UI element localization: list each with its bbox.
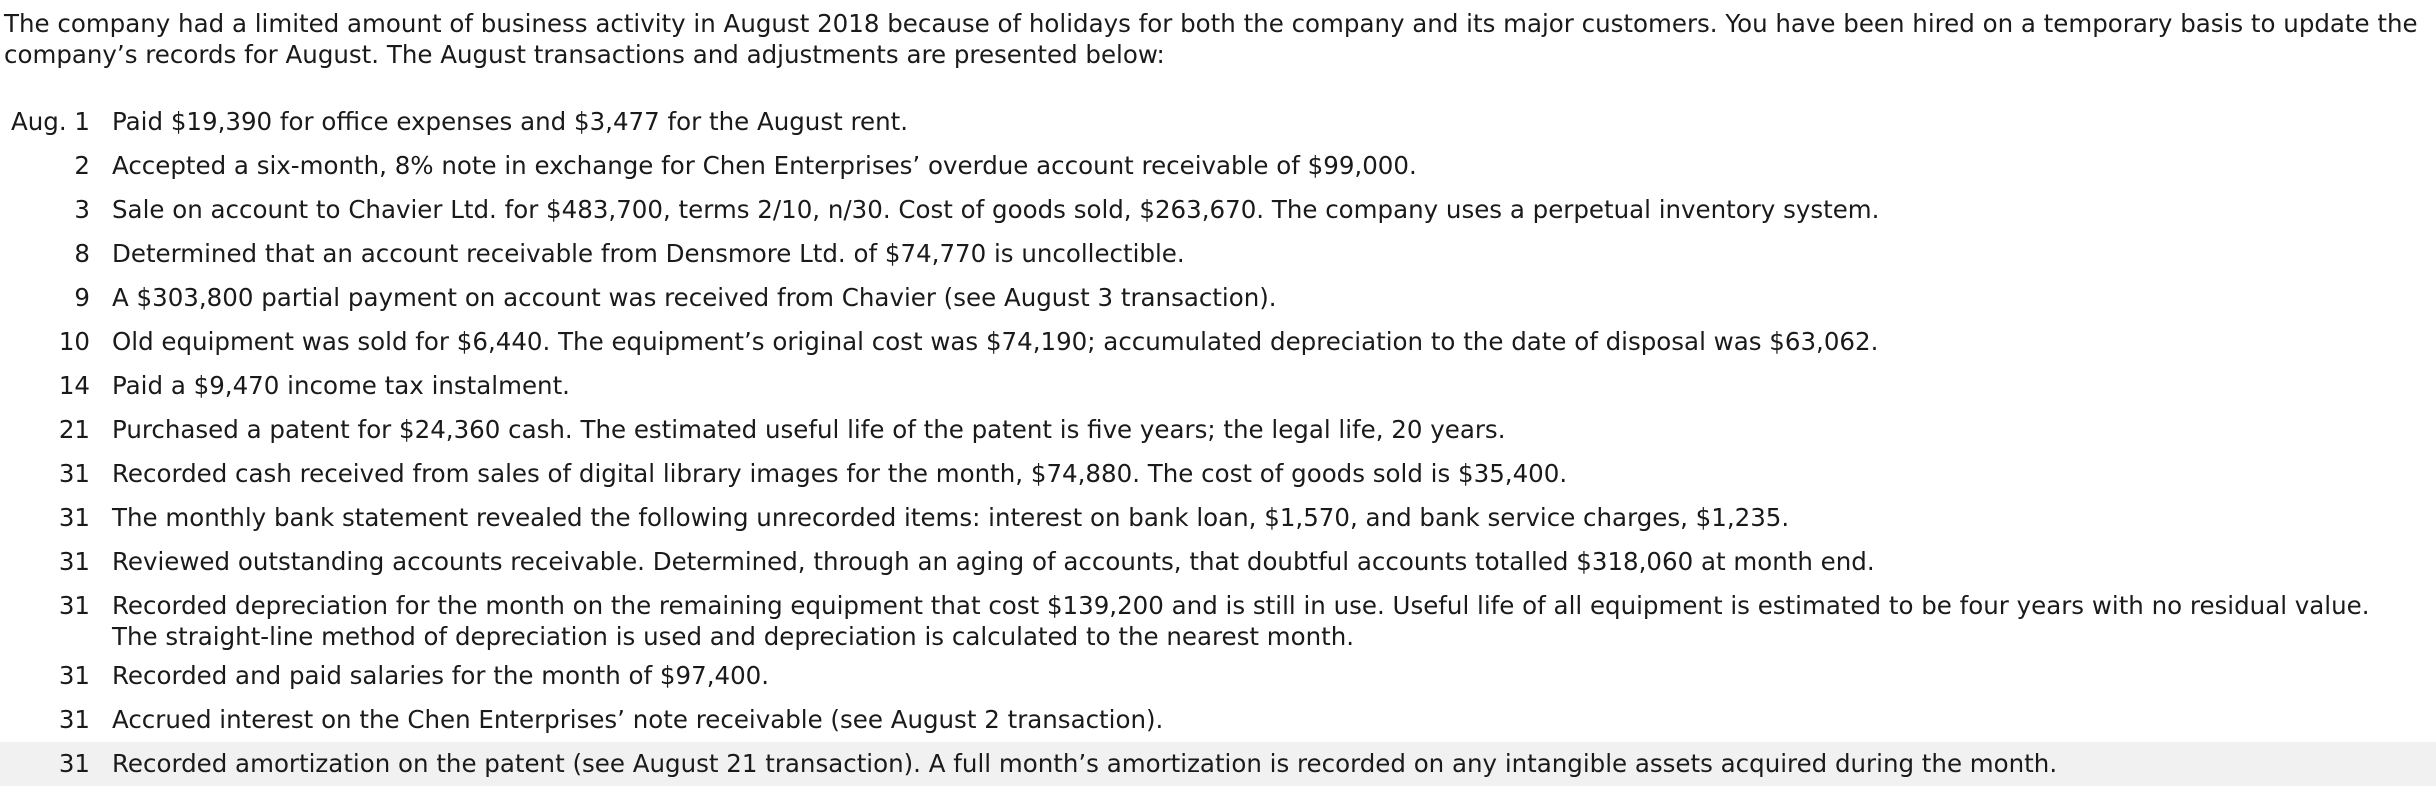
table-row — [0, 698, 2436, 742]
transaction-description: Recorded cash received from sales of digital library images for the month, $74,880. The cost of goods sold is $35,400. — [112, 459, 1568, 488]
transaction-description: Recorded amortization on the patent (see August 21 transaction). A full month’s amortization is recorded on any intangible assets acquired during the month. — [112, 742, 2436, 786]
table-row — [0, 584, 2436, 654]
table-row — [0, 452, 2436, 496]
transactions-table — [0, 100, 2436, 786]
intro-paragraph: The company had a limited amount of business activity in August 2018 because of holidays for both the company and its major customers. You have been hired on a temporary basis to update the company’s records for August. The August transactions and adjustments are presented below: — [4, 9, 2418, 69]
table-row — [0, 232, 2436, 276]
transaction-date: 31 — [58, 503, 90, 532]
table-row — [0, 276, 2436, 320]
transaction-description: Accepted a six-month, 8% note in exchange for Chen Enterprises’ overdue account receivable of $99,000. — [112, 151, 1417, 180]
transaction-description: A $303,800 partial payment on account was received from Chavier (see August 3 transaction). — [112, 283, 1277, 312]
transaction-date: 31 — [58, 705, 90, 734]
transaction-date: Aug. 1 — [10, 107, 90, 136]
transaction-date: 14 — [58, 371, 90, 400]
transaction-description: Old equipment was sold for $6,440. The equipment’s original cost was $74,190; accumulated depreciation to the date of disposal was $63,062. — [112, 327, 1879, 356]
transaction-description: Purchased a patent for $24,360 cash. The estimated useful life of the patent is five years; the legal life, 20 years. — [112, 415, 1506, 444]
transaction-description: Determined that an account receivable from Densmore Ltd. of $74,770 is uncollectible. — [112, 239, 1185, 268]
table-row — [0, 100, 2436, 144]
table-row — [0, 496, 2436, 540]
transaction-description: Paid a $9,470 income tax instalment. — [112, 371, 570, 400]
transaction-date: 31 — [0, 742, 112, 786]
transaction-date: 9 — [74, 283, 90, 312]
transaction-date: 3 — [74, 195, 90, 224]
transaction-date: 21 — [58, 415, 90, 444]
table-row — [0, 654, 2436, 698]
transaction-date: 10 — [58, 327, 90, 356]
transaction-date: 31 — [58, 661, 90, 690]
transaction-description: Paid $19,390 for office expenses and $3,477 for the August rent. — [112, 107, 909, 136]
transaction-date: 31 — [58, 459, 90, 488]
transaction-description: Recorded and paid salaries for the month of $97,400. — [112, 661, 770, 690]
table-row — [0, 408, 2436, 452]
transaction-date: 31 — [58, 547, 90, 576]
table-row — [0, 144, 2436, 188]
transaction-date: 2 — [74, 151, 90, 180]
transaction-description: Sale on account to Chavier Ltd. for $483,700, terms 2/10, n/30. Cost of goods sold, $263,670. The company uses a perpetual inventory system. — [112, 195, 1880, 224]
table-row — [0, 742, 2436, 786]
transaction-description: Recorded depreciation for the month on the remaining equipment that cost $139,200 and is still in use. Useful life of all equipment is estimated to be four years with no residual value. The straight-line method of depreciation is used and depreciation is calculated to the nearest month. — [112, 591, 2370, 651]
table-row — [0, 540, 2436, 584]
transaction-description: The monthly bank statement revealed the following unrecorded items: interest on bank loan, $1,570, and bank service charges, $1,235. — [112, 503, 1790, 532]
transaction-description: Reviewed outstanding accounts receivable. Determined, through an aging of accounts, that doubtful accounts totalled $318,060 at month end. — [112, 547, 1875, 576]
transaction-date: 31 — [58, 591, 90, 620]
transaction-description: Accrued interest on the Chen Enterprises’ note receivable (see August 2 transaction). — [112, 705, 1164, 734]
table-row — [0, 364, 2436, 408]
table-row — [0, 188, 2436, 232]
table-row — [0, 320, 2436, 364]
transaction-date: 8 — [74, 239, 90, 268]
